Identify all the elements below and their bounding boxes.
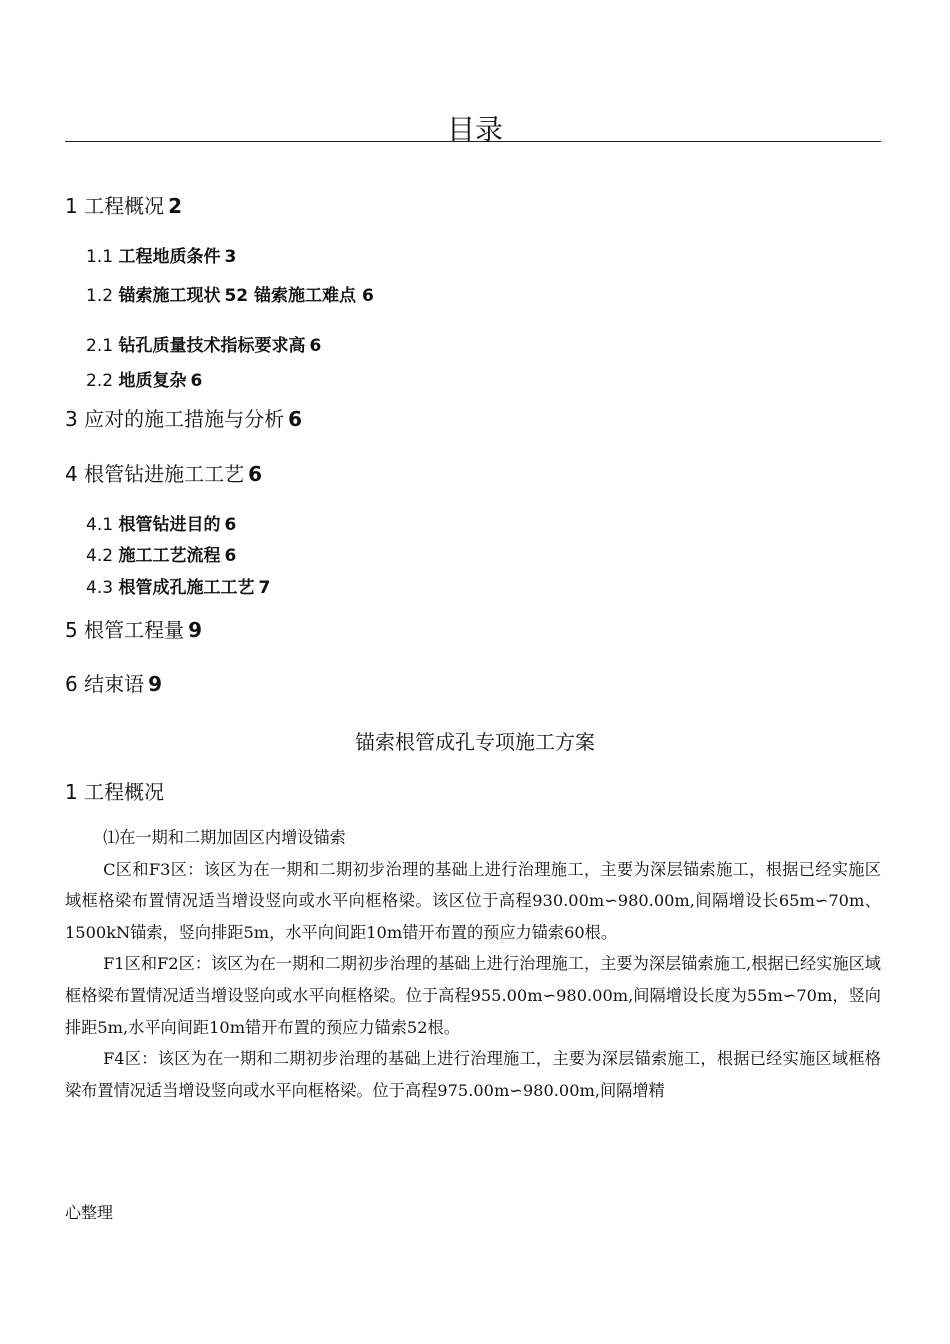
toc-number: 1 — [65, 194, 78, 218]
paragraph: F1区和F2区：该区为在一期和二期初步治理的基础上进行治理施工，主要为深层锚索施工,根据已经实施区域框格梁布置情况适当增设竖向或水平向框格梁。位于高程955.00m∽980.00m,间隔增设长度为55m∽70m，竖向排距5m,水平向间距10m错开布置的预应力锚索52根。 — [65, 954, 881, 1037]
toc-text: 地质复杂 — [118, 371, 187, 391]
toc-number: 2.1 — [86, 336, 114, 356]
toc-item[interactable] — [86, 242, 236, 267]
toc-text: 锚索施工现状 — [118, 286, 221, 306]
toc-text: 根管工程量 — [84, 618, 185, 642]
toc-number: 4.3 — [86, 578, 114, 598]
toc-text: 工程概况 — [84, 194, 165, 218]
paragraph: ⑴在一期和二期加固区内增设锚索 — [103, 828, 346, 847]
toc-page: 7 — [258, 578, 271, 598]
toc-page: 6 — [224, 546, 237, 566]
toc-number: 6 — [65, 672, 78, 696]
toc-page: 52 锚索施工难点 6 — [224, 286, 374, 306]
page-footer: 心整理 — [65, 1203, 114, 1222]
toc-title: 目录 — [446, 113, 503, 146]
toc-text: 结束语 — [84, 672, 145, 696]
toc-text: 根管钻进施工工艺 — [84, 462, 245, 486]
toc-item[interactable] — [65, 458, 262, 487]
toc-item[interactable] — [65, 668, 162, 697]
toc-number: 1.1 — [86, 247, 114, 267]
toc-item[interactable] — [65, 403, 302, 432]
toc-item[interactable] — [86, 366, 202, 391]
toc-item[interactable] — [86, 281, 374, 306]
toc-item[interactable] — [86, 541, 236, 566]
toc-text: 根管成孔施工工艺 — [118, 578, 255, 598]
document-title: 锚索根管成孔专项施工方案 — [355, 730, 595, 754]
toc-item[interactable] — [86, 573, 270, 598]
toc-page: 6 — [190, 371, 203, 391]
body-text — [65, 822, 881, 1106]
toc-text: 根管钻进目的 — [118, 515, 221, 535]
toc-page: 6 — [288, 407, 303, 431]
toc-item[interactable] — [65, 614, 202, 643]
toc-text: 钻孔质量技术指标要求高 — [118, 336, 306, 356]
toc-page: 9 — [148, 672, 163, 696]
toc-number: 5 — [65, 618, 78, 642]
toc-page: 3 — [224, 247, 237, 267]
paragraph: C区和F3区：该区为在一期和二期初步治理的基础上进行治理施工，主要为深层锚索施工，根据已经实施区域框格梁布置情况适当增设竖向或水平向框格梁。该区位于高程930.00m∽980.00m,间隔增设长65m∽70m、1500kN锚索，竖向排距5m，水平向间距10m错开布置的预应力锚索60根。 — [65, 859, 881, 942]
toc-text: 工程地质条件 — [118, 247, 221, 267]
toc-item[interactable] — [86, 331, 321, 356]
toc-item[interactable] — [86, 510, 236, 535]
toc-number: 4.1 — [86, 515, 114, 535]
title-divider — [65, 141, 881, 142]
toc-number: 4.2 — [86, 546, 114, 566]
toc-page: 6 — [224, 515, 237, 535]
toc-page: 9 — [188, 618, 203, 642]
toc-text: 应对的施工措施与分析 — [84, 407, 285, 431]
toc-item[interactable] — [65, 190, 182, 219]
toc-page: 6 — [309, 336, 322, 356]
section-heading: 1 工程概况 — [65, 780, 165, 804]
toc-number: 4 — [65, 462, 78, 486]
toc-page: 6 — [248, 462, 263, 486]
toc-text: 施工工艺流程 — [118, 546, 221, 566]
toc-number: 3 — [65, 407, 78, 431]
paragraph: F4区：该区为在一期和二期初步治理的基础上进行治理施工，主要为深层锚索施工，根据已经实施区域框格梁布置情况适当增设竖向或水平向框格梁。位于高程975.00m∽980.00m,间隔增精 — [65, 1049, 881, 1100]
toc-number: 1.2 — [86, 286, 114, 306]
toc-page: 2 — [168, 194, 183, 218]
toc-number: 2.2 — [86, 371, 114, 391]
